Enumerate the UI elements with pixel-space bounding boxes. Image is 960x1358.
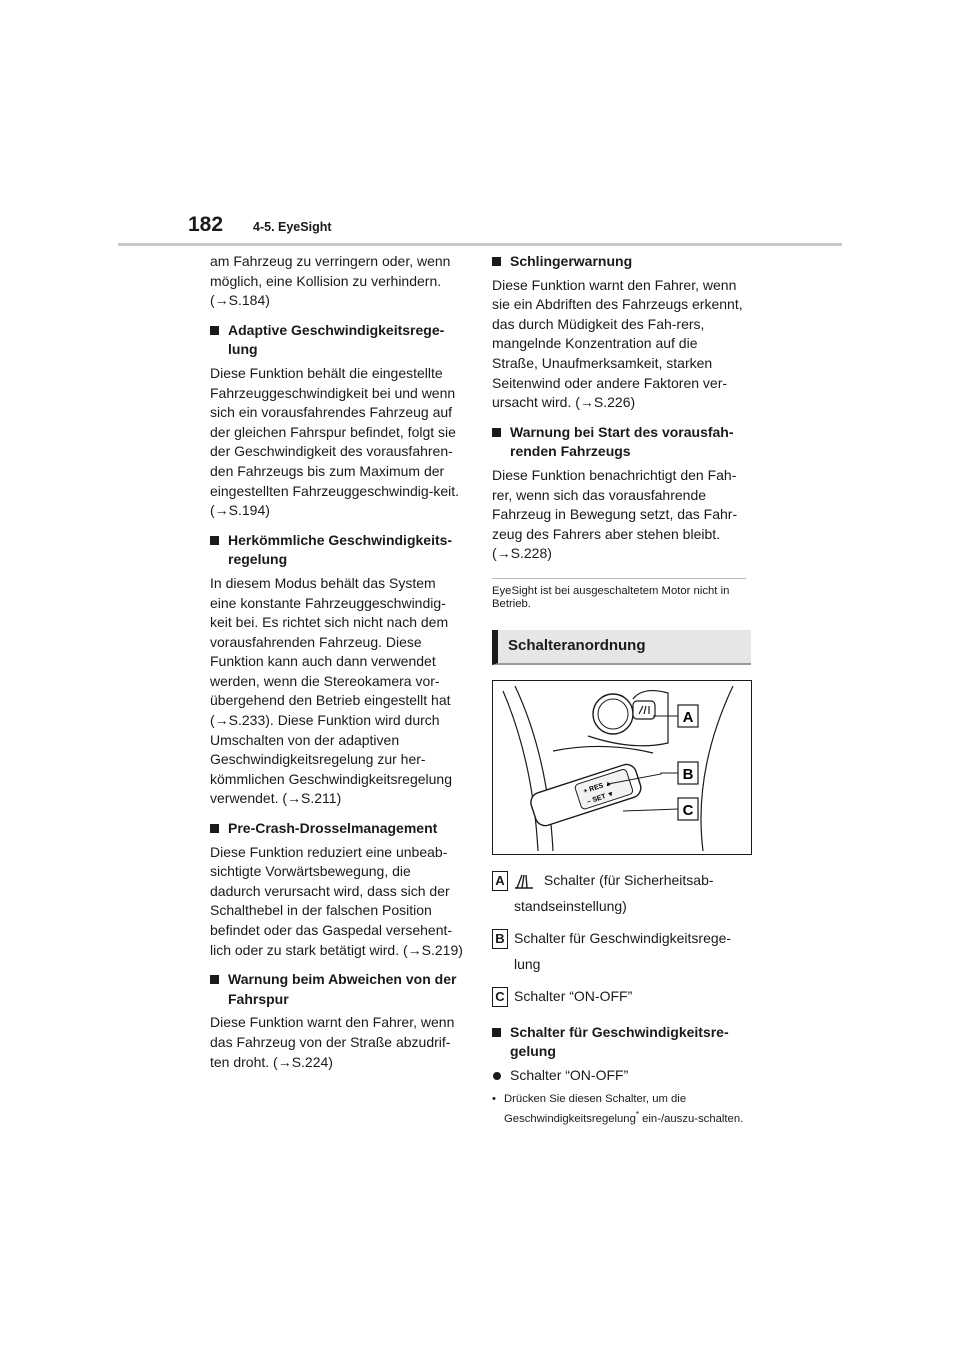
steering-spoke-button	[593, 694, 633, 734]
legend-item-b	[492, 925, 746, 977]
column-cover	[553, 746, 653, 753]
stalk-label-res: + RES ▲	[582, 779, 613, 795]
conventional-ref-1: (→S.233).	[210, 712, 274, 729]
section-title: 4-5. EyeSight	[253, 220, 332, 234]
callout-b: B	[682, 765, 694, 783]
lane-departure-paragraph	[210, 1013, 464, 1072]
info-note: EyeSight ist bei ausgeschaltetem Motor nicht in Betrieb.	[492, 584, 730, 611]
pre-crash-paragraph	[210, 843, 464, 961]
conventional-paragraph	[210, 574, 464, 809]
pre-crash-body: Diese Funktion reduziert eine unbeab-sichtigte Vorwärtsbewegung, die dadurch verursacht wird, dass sich der Schalthebel in der falschen Position befindet oder das Gaspedal versehent-lich oder zu stark betätigt wird.	[210, 843, 453, 958]
conventional-body-2: Diese Funktion wird durch Umschalten von der adaptiven Geschwindigkeitsregelung zur her-kömmlichen Geschwindigkeitsregelung verwendet.	[210, 712, 453, 807]
bullet-on-off: Schalter “ON-OFF”	[492, 1066, 746, 1086]
legend-text-b: Schalter für Geschwindigkeitsrege-lung	[514, 929, 732, 972]
legend-text-a: Schalter (für Sicherheitsab-standseinstellung)	[514, 871, 714, 914]
cruise-stalk	[528, 761, 643, 827]
sway-paragraph	[492, 276, 746, 413]
heading-lane-departure: Warnung beim Abweichen von der Fahrspur	[210, 970, 464, 1009]
legend-badge-c: C	[492, 987, 508, 1007]
lead-start-paragraph	[492, 466, 746, 564]
legend-badge-a: A	[492, 871, 508, 891]
acc-paragraph	[210, 364, 464, 521]
lead-start-ref: (→S.228)	[492, 545, 552, 562]
footnote-marker: *	[635, 1110, 639, 1120]
heading-pre-crash: Pre-Crash-Drosselmanagement	[210, 819, 464, 839]
sub-bullet-text-2: ein-/auszu-schalten.	[639, 1113, 744, 1126]
steering-spoke-button-inner	[598, 699, 628, 729]
steering-wheel-rim	[503, 691, 538, 851]
acc-body: Diese Funktion behält die eingestellte Fahrzeuggeschwindigkeit bei und wenn sich ein vorausfahrendes Fahrzeug auf der gleichen Fahrspur befindet, folgt sie der Geschwindigkeit des vorausfahren-den Fahrzeugs bis zum Maximum der eingestellten Fahrzeuggeschwindig-keit.	[210, 364, 460, 499]
legend-item-c	[492, 983, 746, 1009]
intro-ref: (→S.184)	[210, 292, 270, 309]
steering-wheel-rim-inner	[515, 686, 553, 851]
left-column	[210, 252, 464, 1082]
heading-switches: Schalter für Geschwindigkeitsre-gelung	[492, 1023, 746, 1062]
lead-start-body: Diese Funktion benachrichtigt den Fah-rer, wenn sich das vorausfahrende Fahrzeug in Bewegung setzt, das Fahr-zeug des Fahrers aber stehen bleibt.	[492, 466, 738, 542]
callout-a: A	[682, 708, 694, 726]
dashboard-edge	[701, 686, 733, 851]
intro-text: am Fahrzeug zu verringern oder, wenn möglich, eine Kollision zu verhindern.	[210, 253, 451, 289]
lane-departure-ref: (→S.224)	[273, 1053, 333, 1070]
header-divider	[118, 243, 842, 246]
callout-line-c	[623, 809, 678, 811]
acc-ref: (→S.194)	[210, 502, 270, 519]
distance-switch	[633, 701, 655, 719]
heading-conventional: Herkömmliche Geschwindigkeits-regelung	[210, 531, 464, 570]
sub-bullet-text-1: Drücken Sie diesen Schalter, um die Geschwindigkeitsregelung	[504, 1093, 687, 1126]
heading-acc: Adaptive Geschwindigkeitsrege-lung	[210, 321, 464, 360]
conventional-body-1: In diesem Modus behält das System eine konstante Fahrzeuggeschwindig-keit bei. Es richtet sich nicht nach dem vorausfahrenden Fahrzeug. Diese Funktion kann auch dann verwendet werden, wenn die Stereokamera vor-übergehend den Betrieb eingestellt hat	[210, 574, 451, 709]
legend-item-a	[492, 867, 746, 919]
sway-ref: (→S.226)	[575, 394, 636, 411]
following-distance-icon	[514, 873, 534, 889]
switch-layout-illustration	[492, 680, 752, 855]
switch-layout-title: Schalteranordnung	[492, 630, 751, 665]
heading-sway: Schlingerwarnung	[492, 252, 746, 272]
right-column	[492, 252, 746, 1127]
pre-crash-ref: (→S.219)	[402, 941, 463, 958]
callout-c: C	[682, 801, 694, 819]
page-number: 182	[188, 213, 224, 236]
conventional-ref-2: (→S.211)	[282, 790, 342, 807]
sway-body: Diese Funktion warnt den Fahrer, wenn sie ein Abdriften des Fahrzeugs erkennt, das durch Müdigkeit des Fah-rers, mangelnde Konzentration auf die Straße, Unaufmerksamkeit, starken Seitenwind oder andere Faktoren ver-ursacht wird.	[492, 276, 743, 411]
intro-paragraph	[210, 252, 464, 311]
sub-bullet-on-off	[492, 1091, 746, 1127]
legend-text-c: Schalter “ON-OFF”	[514, 987, 633, 1004]
lane-departure-body: Diese Funktion warnt den Fahrer, wenn das Fahrzeug von der Straße abzudrif-ten droht.	[210, 1014, 455, 1070]
legend-badge-b: B	[492, 929, 508, 949]
note-divider	[492, 578, 746, 579]
heading-lead-start: Warnung bei Start des vorausfah-renden Fahrzeugs	[492, 423, 746, 462]
stalk-label-set: – SET ▼	[586, 789, 616, 806]
